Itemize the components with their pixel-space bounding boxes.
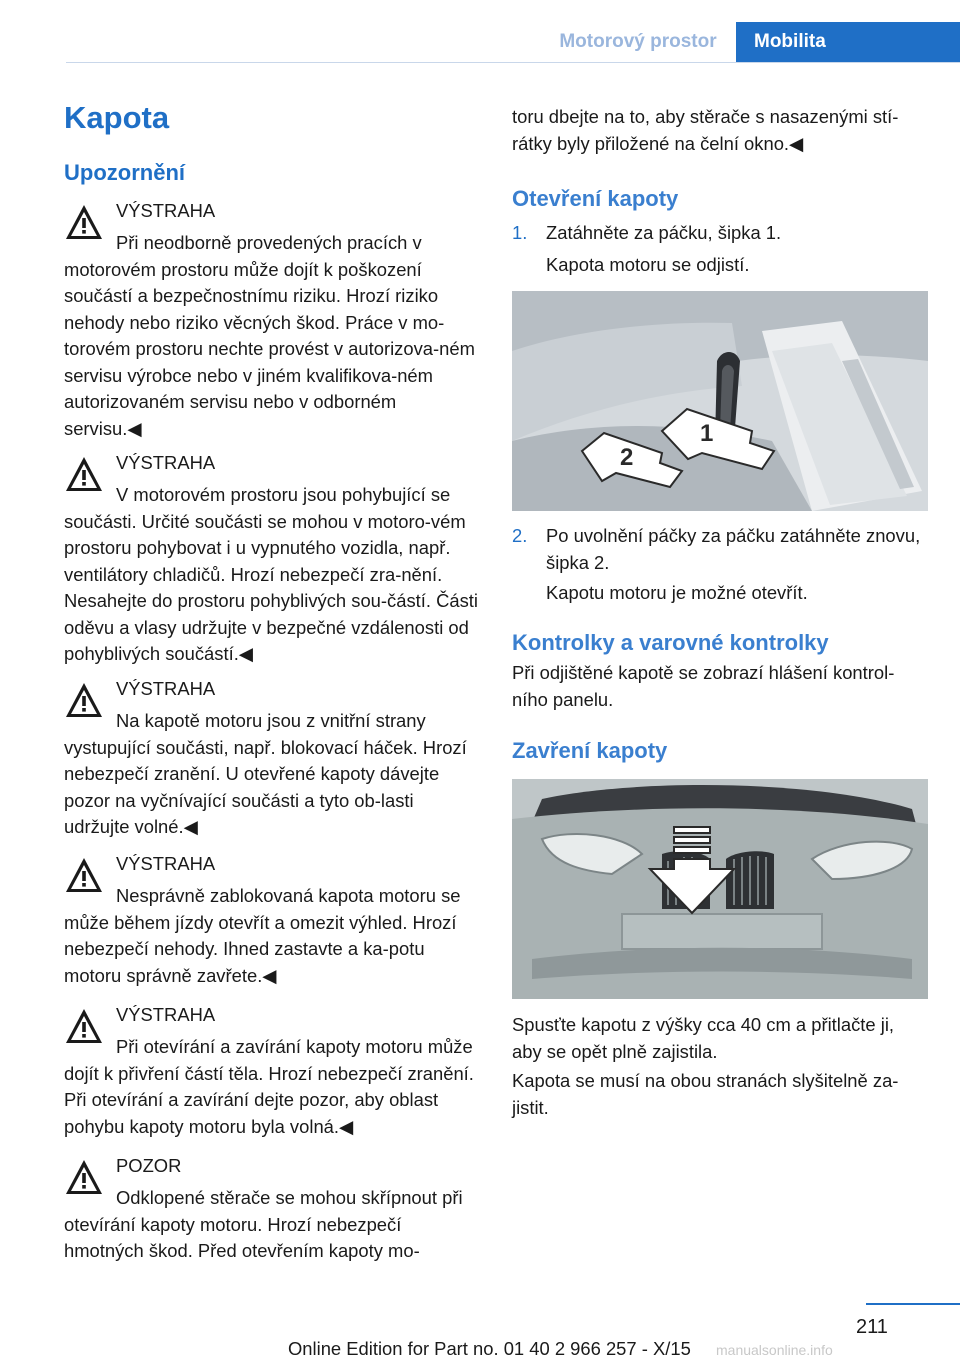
warning-text: Při otevírání a zavírání kapoty motoru může dojít k přivření částí těla. Hrozí nebezpečí zranění. Při otevírání a zavírání dejte pozor, aby oblast pohybu kapoty motoru byla volná.◀	[64, 1036, 474, 1137]
open-hood-heading: Otevření kapoty	[512, 186, 679, 211]
warning-block-2	[64, 450, 478, 664]
watermark: manualsonline.info	[716, 1342, 833, 1358]
header-tab-active[interactable]: Mobilita	[736, 22, 960, 62]
step-1-text: Zatáhněte za páčku, šipka 1.	[546, 222, 782, 243]
warning-label: VÝSTRAHA	[116, 1004, 216, 1025]
caution-block	[64, 1153, 478, 1263]
close-hood-illustration	[512, 779, 928, 999]
caution-label: POZOR	[116, 1155, 182, 1176]
warning-label: VÝSTRAHA	[116, 853, 216, 874]
indicators-heading: Kontrolky a varovné kontrolky	[512, 630, 829, 655]
warning-label: VÝSTRAHA	[116, 200, 216, 221]
section-subtitle: Upozornění	[64, 160, 185, 185]
page-number: 211	[856, 1316, 888, 1338]
page-title: Kapota	[64, 100, 170, 135]
continued-text: toru dbejte na to, aby stěrače s nasazenými stí-rátky byly přiložené na čelní okno.◀	[512, 106, 899, 154]
warning-block-5	[64, 1002, 478, 1137]
warning-text: Nesprávně zablokovaná kapota motoru se může během jízdy otevřít a omezit výhled. Hrozí nebezpečí nehody. Ihned zastavte a ka-potu motoru správně zavřete.◀	[64, 885, 461, 986]
hood-release-lever-figure	[512, 291, 928, 511]
warning-block-1	[64, 198, 478, 438]
warning-block-3	[64, 676, 478, 836]
footer-rule	[866, 1303, 960, 1305]
warning-label: VÝSTRAHA	[116, 452, 216, 473]
warning-text: Na kapotě motoru jsou z vnitřní strany vystupující součásti, např. blokovací háček. Hrozí nebezpečí zranění. U otevřené kapoty dávejte pozor na vyčnívající součásti a tyto ob-lasti udržujte volné.◀	[64, 710, 467, 837]
step-1-note: Kapota motoru se odjistí.	[546, 254, 750, 275]
online-edition-label: Online Edition for Part no. 01 40 2 966 257 - X/15	[288, 1338, 691, 1359]
step-number: 2.	[512, 525, 528, 546]
caution-text: Odklopené stěrače se mohou skřípnout při otevírání kapoty motoru. Hrozí nebezpečí hmotných škod. Před otevřením kapoty mo-	[64, 1187, 463, 1261]
arrow-2-label: 2	[620, 444, 634, 471]
warning-text: V motorovém prostoru jsou pohybující se součásti. Určité součásti se mohou v motoro-vém prostoru pohybovat i u vypnutého vozidla, např. ventilátory chladičů. Hrozí nebezpečí zra-nění. Nesahejte do prostoru pohyblivých sou-částí. Části oděvu a vlasy udržujte v bezpečné vzdálenosti od pohyblivých součástí.◀	[64, 484, 478, 664]
close-text-1: Spusťte kapotu z výšky cca 40 cm a přitlačte ji, aby se opět plně zajistila.	[512, 1014, 895, 1062]
close-hood-heading: Zavření kapoty	[512, 738, 668, 763]
arrow-1-label: 1	[700, 420, 714, 447]
step-number: 1.	[512, 222, 528, 243]
hood-release-illustration	[512, 291, 928, 511]
warning-text: Při neodborně provedených pracích v motorovém prostoru může dojít k poškození součástí a bezpečnostnímu riziku. Hrozí riziko nehody nebo riziko věcných škod. Práce v mo-torovém prostoru nechte provést v autorizova-ném servisu výrobce nebo v jiném kvalifikova-ném autorizovaném servisu nebo v odborném servisu.◀	[64, 232, 475, 439]
warning-label: VÝSTRAHA	[116, 678, 216, 699]
close-text-2: Kapota se musí na obou stranách slyšitelně za-jistit.	[512, 1070, 899, 1118]
step-2-note: Kapotu motoru je možné otevřít.	[546, 582, 808, 603]
close-hood-figure	[512, 779, 928, 999]
step-2-text: Po uvolnění páčky za páčku zatáhněte znovu, šipka 2.	[546, 525, 921, 573]
indicators-text: Při odjištěné kapotě se zobrazí hlášení kontrol-ního panelu.	[512, 662, 895, 710]
header-tab-section[interactable]: Motorový prostor	[559, 31, 717, 52]
warning-block-4	[64, 851, 478, 986]
header-rule	[66, 62, 960, 63]
